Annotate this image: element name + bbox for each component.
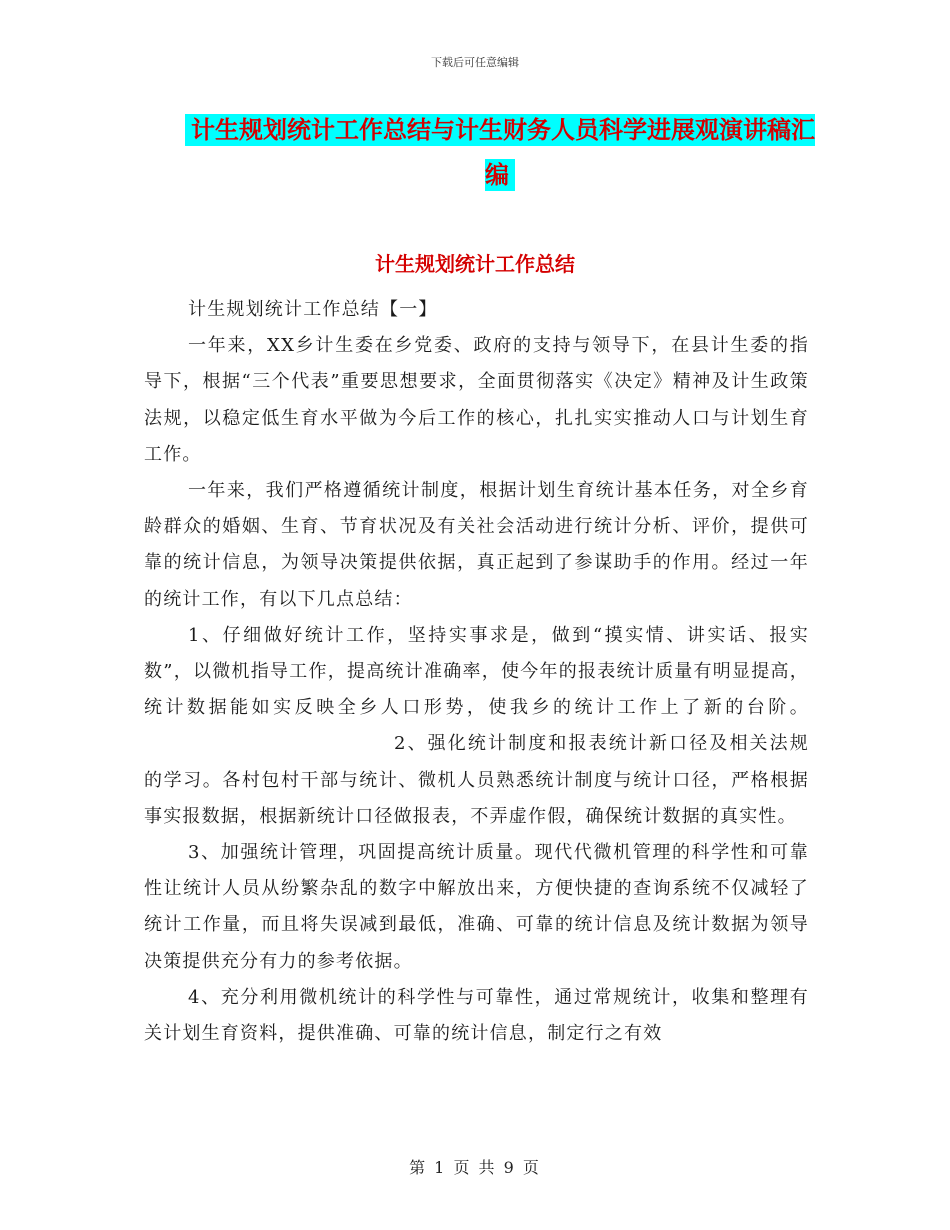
paragraph xyxy=(144,618,809,835)
paragraph-item-1: 1、仔细做好统计工作，坚持实事求是，做到“摸实情、讲实话、报实数”，以微机指导工作，提高统计准确率，使今年的报表统计质量有明显提高，统计数据能如实反映全乡人口形势，使我乡的统计工作上了新的台阶。 xyxy=(144,624,809,719)
paragraph: 4、充分利用微机统计的科学性与可靠性，通过常规统计，收集和整理有关计划生育资料，提供准确、可靠的统计信息，制定行之有效 xyxy=(144,986,809,1045)
document-body xyxy=(144,292,809,1052)
page-footer: 第 1 页 共 9 页 xyxy=(409,1158,541,1177)
document-title-text: 计生规划统计工作总结与计生财务人员科学进展观演讲稿汇编 xyxy=(185,114,815,191)
paragraph: 一年来，我们严格遵循统计制度，根据计划生育统计基本任务，对全乡育龄群众的婚姻、生育、节育状况及有关社会活动进行统计分析、评价，提供可靠的统计信息，为领导决策提供依据，真正起到了参谋助手的作用。经过一年的统计工作，有以下几点总结： xyxy=(144,480,809,610)
paragraph: 计生规划统计工作总结【一】 xyxy=(188,299,438,320)
paragraph-item-2: 2、强化统计制度和报表统计新口径及相关法规的学习。各村包村干部与统计、微机人员熟悉统计制度与统计口径，严格根据事实报数据，根据新统计口径做报表，不弄虚作假，确保统计数据的真实性。 xyxy=(144,733,809,827)
document-title xyxy=(180,108,820,198)
header-note: 下载后可任意编辑 xyxy=(431,56,519,69)
paragraph: 3、加强统计管理，巩固提高统计质量。现代代微机管理的科学性和可靠性让统计人员从纷繁杂乱的数字中解放出来，方便快捷的查询系统不仅减轻了统计工作量，而且将失误减到最低，准确、可靠的统计信息及统计数据为领导决策提供充分有力的参考依据。 xyxy=(144,842,809,972)
paragraph: 一年来，XX乡计生委在乡党委、政府的支持与领导下，在县计生委的指导下，根据“三个代表”重要思想要求，全面贯彻落实《决定》精神及计生政策法规，以稳定低生育水平做为今后工作的核心，扎扎实实推动人口与计划生育工作。 xyxy=(144,335,809,465)
section-title: 计生规划统计工作总结 xyxy=(375,252,575,276)
